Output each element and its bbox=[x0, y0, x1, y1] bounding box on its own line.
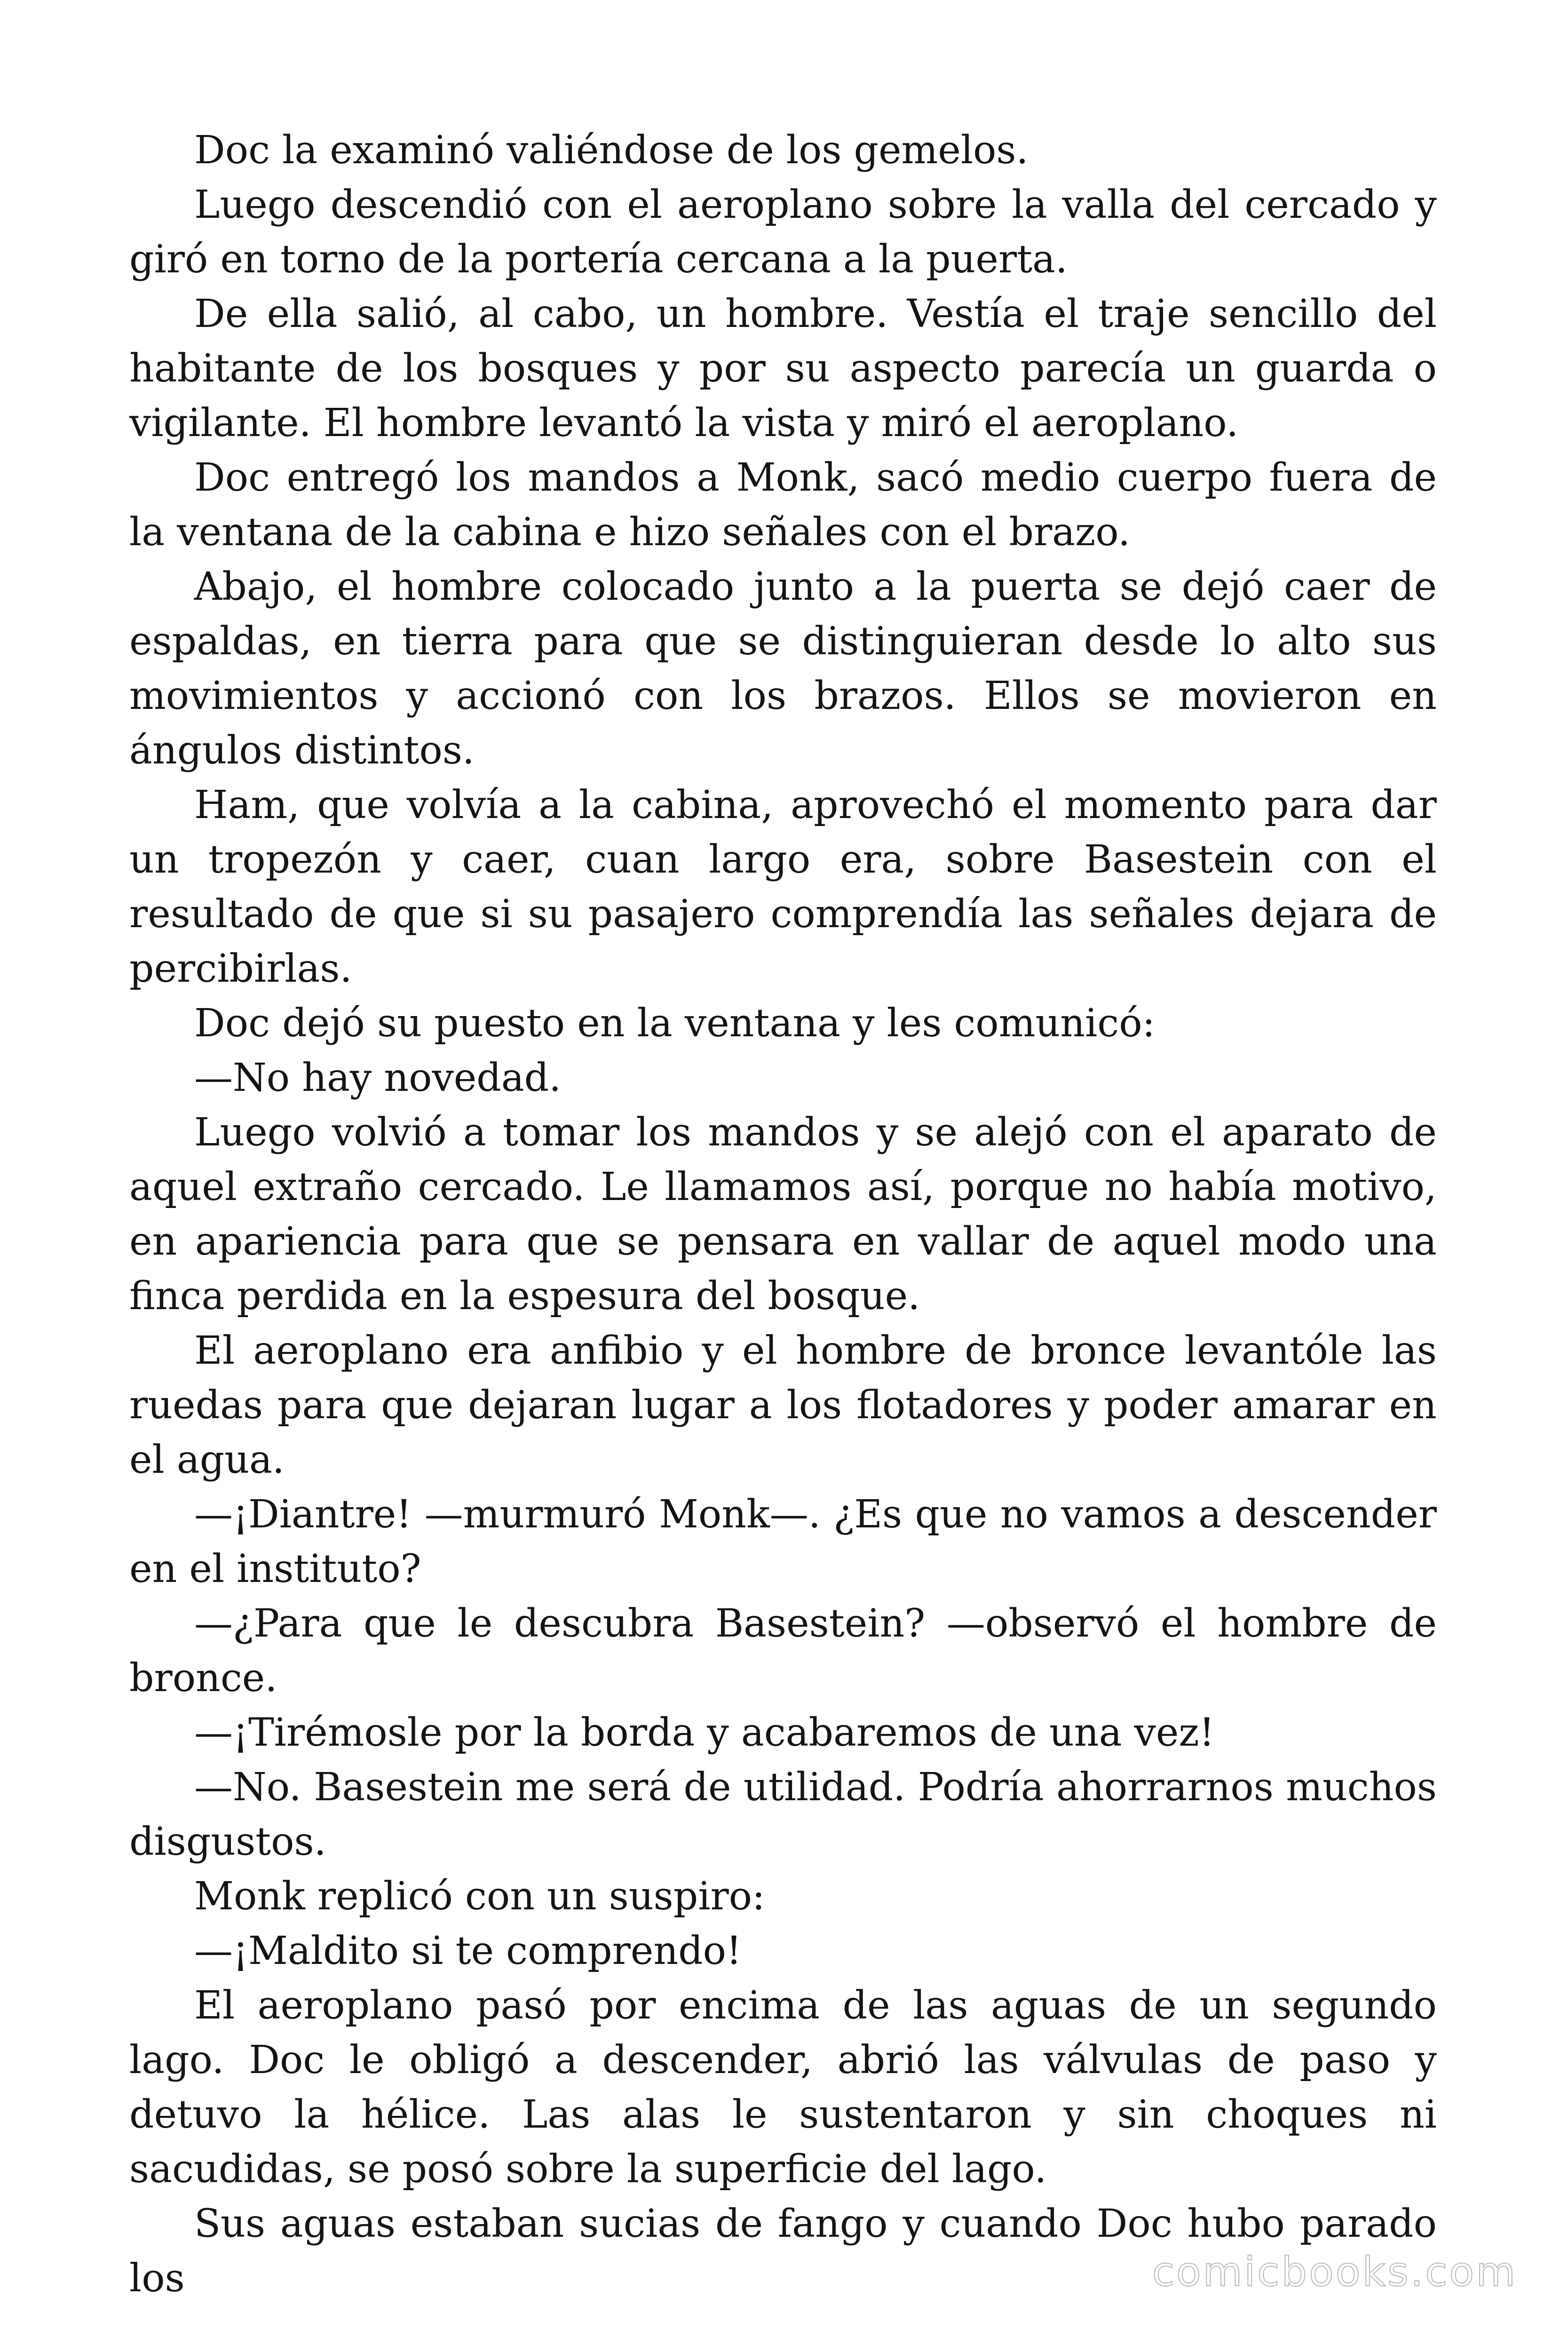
paragraph: Abajo, el hombre colocado junto a la puerta se dejó caer de espaldas, en tierra para que se distinguieran desde lo alto sus movimientos y accionó con los brazos. Ellos se movieron en ángulos distintos. bbox=[129, 564, 1437, 773]
paragraph: Doc entregó los mandos a Monk, sacó medio cuerpo fuera de la ventana de la cabina e hizo señales con el brazo. bbox=[129, 455, 1437, 555]
paragraph: Doc dejó su puesto en la ventana y les comunicó: bbox=[194, 1001, 1156, 1046]
paragraph: El aeroplano era anfibio y el hombre de bronce levantóle las ruedas para que dejaran lugar a los flotadores y poder amarar en el agua. bbox=[129, 1328, 1437, 1482]
paragraph: Doc la examinó valiéndose de los gemelos. bbox=[194, 128, 1029, 173]
paragraph: —No hay novedad. bbox=[194, 1056, 562, 1100]
paragraph: —¿Para que le descubra Basestein? —observó el hombre de bronce. bbox=[129, 1601, 1437, 1700]
watermark: comicbooks.com bbox=[1152, 2249, 1517, 2296]
paragraph: Luego descendió con el aeroplano sobre la valla del cercado y giró en torno de la portería cercana a la puerta. bbox=[129, 183, 1437, 282]
paragraph: —No. Basestein me será de utilidad. Podría ahorrarnos muchos disgustos. bbox=[129, 1765, 1437, 1864]
paragraph: —¡Maldito si te comprendo! bbox=[194, 1929, 742, 1973]
paragraph: Monk replicó con un suspiro: bbox=[194, 1874, 765, 1919]
paragraph: El aeroplano pasó por encima de las aguas de un segundo lago. Doc le obligó a descender, abrió las válvulas de paso y detuvo la hélice. Las alas le sustentaron y sin choques ni sacudidas, se posó sobre la superficie del lago. bbox=[129, 1983, 1437, 2192]
paragraph: —¡Diantre! —murmuró Monk—. ¿Es que no vamos a descender en el instituto? bbox=[129, 1492, 1437, 1591]
paragraph: Luego volvió a tomar los mandos y se alejó con el aparato de aquel extraño cercado. Le llamamos así, porque no había motivo, en apariencia para que se pensara en vallar de aquel modo una finca perdida en la espesura del bosque. bbox=[129, 1110, 1437, 1319]
paragraph: De ella salió, al cabo, un hombre. Vestía el traje sencillo del habitante de los bosques y por su aspecto parecía un guarda o vigilante. El hombre levantó la vista y miró el aeroplano. bbox=[129, 292, 1437, 445]
paragraph: —¡Tirémosle por la borda y acabaremos de una vez! bbox=[194, 1710, 1215, 1755]
page-body bbox=[129, 123, 1437, 2306]
paragraph: Sus aguas estaban sucias de fango y cuando Doc hubo parado los bbox=[129, 2201, 1437, 2301]
paragraph: Ham, que volvía a la cabina, aprovechó el momento para dar un tropezón y caer, cuan largo era, sobre Basestein con el resultado de que si su pasajero comprendía las señales dejara de percibirlas. bbox=[129, 783, 1437, 991]
